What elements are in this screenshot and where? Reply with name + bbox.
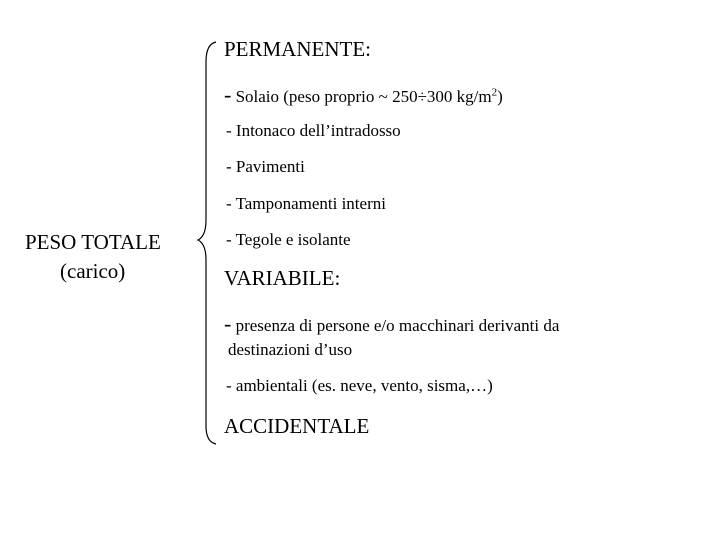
permanente-heading: PERMANENTE: [224,37,371,61]
permanente-item: - Intonaco dell’intradosso [226,121,401,140]
item-text: Solaio (peso proprio ~ 250÷300 kg/m [235,87,492,106]
item-dash: - [224,82,232,107]
variabile-heading: VARIABILE: [224,266,341,290]
permanente-item-solaio [224,84,503,106]
root-title: PESO TOTALE [25,230,161,254]
permanente-item: - Tamponamenti interni [226,194,386,213]
permanente-item: - Pavimenti [226,157,305,176]
accidentale-heading: ACCIDENTALE [224,414,370,438]
item-text: presenza di persone e/o macchinari derivanti da [235,316,560,335]
item-dash: - [224,311,232,336]
variabile-item-ambientali: - ambientali (es. neve, vento, sisma,…) [226,376,493,395]
item-close: ) [497,87,503,106]
variabile-item-persone [224,313,559,335]
variabile-item-persone-line2: destinazioni d’uso [228,340,353,359]
item-superscript: 2 [491,86,498,99]
permanente-item: - Tegole e isolante [226,230,351,249]
root-subtitle: (carico) [60,259,126,283]
